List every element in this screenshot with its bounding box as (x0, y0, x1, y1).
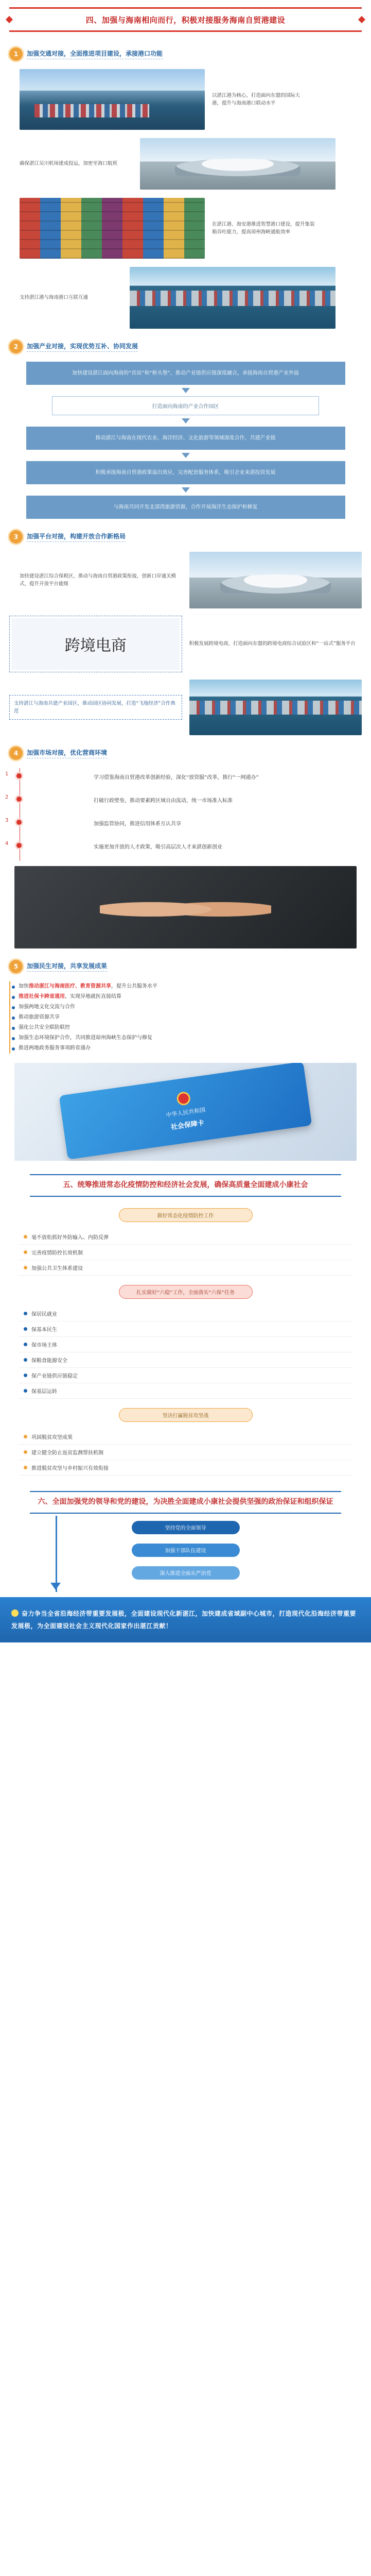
footer-text: 奋力争当全省沿海经济带重要发展极，全面建设现代化新湛江，加快建成省域副中心城市，打造现代化沿海经济带重要发展极，为全面建设社会主义现代化国家作出湛江贡献！ (11, 1609, 357, 1630)
platform-text-1: 加快建设湛江综合保税区，推动与海南自贸港政策衔接，创新口岸通关模式，提升开放平台能级 (20, 573, 176, 587)
flow-box-2: 推动湛江与海南在现代农业、海洋经济、文化旅游等领域深度合作，共建产业链 (26, 427, 345, 450)
six-guarantee-list (9, 1306, 362, 1399)
timeline-text: 实施更加开放的人才政策，吸引高层次人才来湛创新创业 (94, 844, 222, 850)
subsection-5-label: 加强民生对接，共享发展成果 (27, 961, 107, 972)
list-item: 加强公共卫生体系建设 (19, 1260, 352, 1276)
list-item: 建立健全防止返贫监测帮扶机制 (19, 1445, 352, 1460)
timeline-dot-icon (16, 820, 22, 825)
timeline-number: 1 (5, 771, 9, 777)
bullet-dot-icon (24, 1389, 27, 1393)
crossborder-text-art: 跨境电商 (64, 637, 127, 655)
list-item: 保粮食能源安全 (19, 1352, 352, 1368)
list-item: 毫不放松抓好外防输入、内防反弹 (19, 1229, 352, 1245)
section-v-header (9, 1172, 362, 1199)
bullet-dot-icon (24, 1466, 27, 1469)
footer-star-icon (11, 1609, 19, 1617)
timeline-text: 加强监管协同，推进信用体系互认共享 (94, 821, 181, 827)
subsection-5-header (9, 960, 362, 973)
card-line-1: 中华人民共和国 (166, 1107, 206, 1119)
subsection-2-label: 加强产业对接，实现优势互补、协同发展 (27, 342, 138, 352)
bullet-dot-icon (24, 1343, 27, 1346)
flow-arrow-icon (182, 453, 190, 458)
bullet-dot-icon (24, 1312, 27, 1315)
pill-poverty: 坚决打赢脱贫攻坚战 (119, 1408, 253, 1422)
flow-box-4: 与海南共同开发北部湾旅游资源，合作开展海洋生态保护和修复 (26, 496, 345, 519)
timeline-dot-icon (16, 843, 22, 848)
number-badge-icon: 5 (9, 960, 23, 973)
bullet-dot-icon (24, 1374, 27, 1377)
transport-caption-3: 在湛江港、海安港推进智慧港口建设，提升集装箱吞吐能力，提高琼州海峡通航效率 (212, 221, 315, 235)
number-badge-icon: 2 (9, 340, 23, 353)
party-building-diagram (9, 1516, 362, 1592)
transport-caption-1: 以湛江港为核心，打造面向东盟的国际大港，提升与海南港口联动水平 (212, 92, 301, 106)
social-security-card (59, 1063, 312, 1160)
subsection-1-header (9, 47, 362, 61)
epidemic-list (9, 1229, 362, 1276)
list-item: 加强生态环境保护合作，共同推进琼州海峡生态保护与修复 (19, 1033, 362, 1043)
subsection-4-header (9, 747, 362, 760)
transport-block (9, 69, 362, 329)
list-item: 强化公共安全联防联控 (19, 1023, 362, 1033)
flow-box-3: 积极承接海南自贸港政策溢出效应，完善配套服务体系，吸引企业来湛投资发展 (26, 461, 345, 484)
list-item: 推进社保卡跨省通用，实现异地就医直接结算 (19, 992, 362, 1002)
section-iv-title-frame (9, 7, 362, 32)
harbor-photo (20, 69, 205, 130)
flow-box-1: 加快建设湛江面向海南的“首站”和“桥头堡”，推动产业链供应链深度融合，承接海南自贸港产业外溢 (26, 362, 345, 385)
platform-text-3: 支持湛江与海南共建产业园区，推动园区协同发展，打造“飞地经济”合作典范 (9, 695, 182, 720)
diagram-arrow-icon (50, 1583, 61, 1590)
subsection-1-label: 加强交通对接，全面推进项目建设，承接港口功能 (27, 49, 163, 59)
diagram-bar-1: 坚持党的全面领导 (132, 1521, 240, 1534)
industry-flow (9, 362, 362, 519)
timeline-dot-icon (16, 773, 22, 778)
subsection-4-label: 加强市场对接，优化营商环境 (27, 748, 107, 758)
pill-epidemic: 做好常态化疫情防控工作 (119, 1208, 253, 1222)
flow-inner-box: 打造面向海南的产业合作园区 (52, 396, 319, 415)
timeline-item (5, 815, 362, 838)
list-item: 保基层运转 (19, 1383, 352, 1399)
platform-text-2: 积极发展跨境电商，打造面向东盟的跨境电商综合试验区和“一站式”服务平台 (189, 641, 356, 647)
handshake-photo (14, 866, 357, 948)
terminal-photo (189, 552, 362, 608)
airport-photo (140, 138, 335, 190)
bullet-dot-icon (24, 1327, 27, 1331)
flow-arrow-icon (182, 388, 190, 393)
timeline-text: 打破行政壁垒，推动要素跨区域自由流动，统一市场准入标准 (94, 798, 233, 804)
crossborder-banner (9, 616, 182, 672)
port-photo (130, 267, 335, 329)
subsection-3-label: 加强平台对接，构建开放合作新格局 (27, 532, 126, 542)
transport-caption-2: 确保湛江吴川机场建成投运，加密至海口航班 (20, 161, 118, 167)
timeline-item (5, 768, 362, 791)
subsection-3-header (9, 530, 362, 544)
industrial-port-photo (189, 680, 362, 735)
timeline-number: 4 (5, 841, 9, 846)
section-iv-title: 四、加强与海南相向而行，积极对接服务海南自贸港建设 (85, 15, 286, 25)
diagram-bar-2: 加强干部队伍建设 (132, 1544, 240, 1557)
transport-caption-4: 支持湛江港与海南港口互联互通 (20, 295, 89, 301)
list-item: 巩固脱贫攻坚成果 (19, 1429, 352, 1445)
number-badge-icon: 3 (9, 530, 23, 544)
bullet-dot-icon (24, 1235, 27, 1239)
timeline-dot-icon (16, 796, 22, 802)
poverty-list (9, 1429, 362, 1476)
list-item: 推动旅游资源共享 (19, 1012, 362, 1023)
list-item: 完善疫情防控长效机制 (19, 1245, 352, 1260)
timeline-text: 学习借鉴海南自贸港改革创新经验，深化“放管服”改革，推行“一网通办” (94, 775, 259, 781)
livelihood-list (9, 981, 362, 1054)
footer-summary (0, 1597, 371, 1642)
market-timeline (5, 768, 362, 861)
list-item: 保市场主体 (19, 1337, 352, 1352)
bullet-dot-icon (24, 1358, 27, 1362)
timeline-item (5, 791, 362, 815)
section-v-title: 五、统筹推进常态化疫情防控和经济社会发展，确保高质量全面建成小康社会 (63, 1181, 308, 1189)
section-iv-header (9, 0, 362, 36)
card-line-2: 社会保障卡 (170, 1119, 205, 1132)
bullet-dot-icon (24, 1450, 27, 1454)
list-item: 推进脱贫攻坚与乡村振兴有效衔接 (19, 1460, 352, 1476)
national-emblem-icon (176, 1091, 191, 1106)
social-security-card-photo (14, 1063, 357, 1161)
number-badge-icon: 1 (9, 47, 23, 61)
diagram-bar-3: 深入推进全面从严治党 (132, 1566, 240, 1580)
timeline-number: 3 (5, 818, 9, 823)
list-item: 加强两地文化交流与合作 (19, 1002, 362, 1012)
containers-photo (20, 198, 205, 259)
pill-six-stability: 扎实做好“六稳”工作，全面落实“六保”任务 (119, 1285, 253, 1299)
bullet-dot-icon (24, 1266, 27, 1269)
section-vi-title: 六、全面加强党的领导和党的建设，为决胜全面建成小康社会提供坚强的政治保证和组织保证 (38, 1497, 333, 1506)
bullet-dot-icon (24, 1250, 27, 1254)
flow-arrow-icon (182, 487, 190, 493)
list-item: 保产业链供应链稳定 (19, 1368, 352, 1383)
list-item: 保居民就业 (19, 1306, 352, 1321)
bullet-dot-icon (24, 1435, 27, 1438)
timeline-item (5, 838, 362, 861)
number-badge-icon: 4 (9, 747, 23, 760)
platform-grid (9, 552, 362, 735)
list-item: 保基本民生 (19, 1321, 352, 1337)
section-vi-header (9, 1489, 362, 1516)
subsection-2-header (9, 340, 362, 353)
list-item: 推进两地政务服务事项跨省通办 (19, 1043, 362, 1054)
flow-arrow-icon (182, 418, 190, 423)
crossborder-image (12, 618, 180, 670)
timeline-number: 2 (5, 794, 9, 800)
list-item: 加快推动湛江与海南医疗、教育资源共享，提升公共服务水平 (19, 981, 362, 992)
